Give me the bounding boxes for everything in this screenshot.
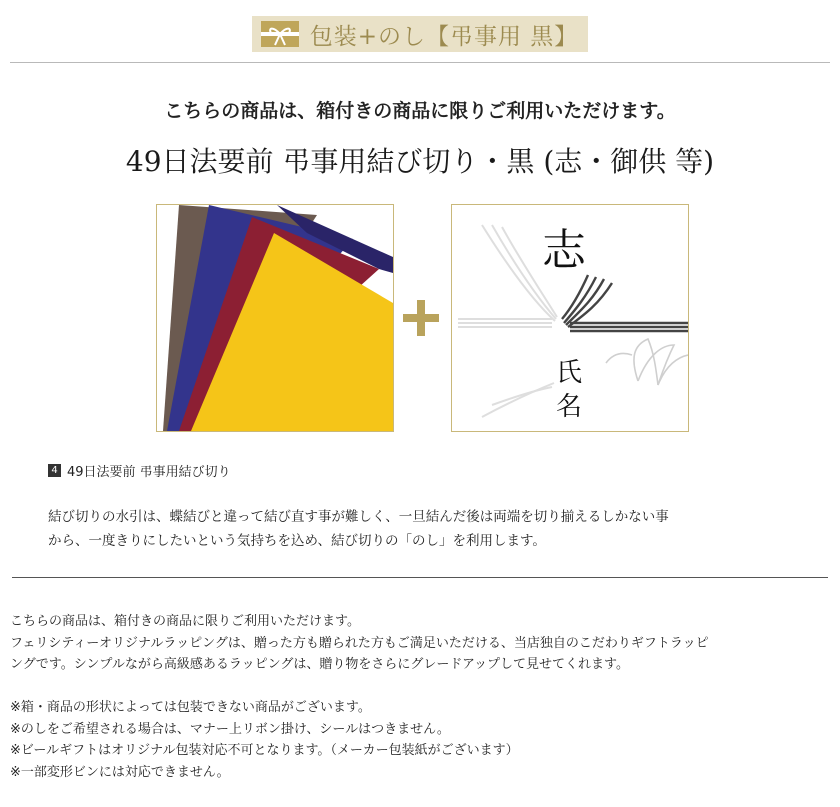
- description-line: 結び切りの水引は、蝶結びと違って結び直す事が難しく、一旦結んだ後は両端を切り揃えるしかない事: [48, 509, 669, 525]
- page-title: 49日法要前 弔事用結び切り・黒 (志・御供 等): [125, 145, 715, 178]
- noshi-paper: [452, 205, 688, 431]
- description: [48, 505, 808, 553]
- wrapping-paper-image: [156, 204, 394, 432]
- header-title: 包装+のし【弔事用 黒】: [309, 23, 579, 50]
- section-divider: [12, 577, 828, 578]
- note-line: ※ビールギフトはオリジナル包装対応不可となります。（メーカー包装紙がございます）: [10, 743, 519, 758]
- header-divider: [10, 62, 830, 63]
- note-line: ※箱・商品の形状によっては包装できない商品がございます。: [10, 700, 371, 715]
- image-caption: [48, 461, 231, 480]
- info-spacer: [10, 676, 832, 698]
- gift-icon: [260, 20, 300, 48]
- header-badge: [252, 16, 589, 52]
- note-line: ※のしをご希望される場合は、マナー上リボン掛け、シールはつきません。: [10, 721, 450, 737]
- caption-number-badge: 4: [48, 464, 61, 477]
- info-line: ングです。シンプルながら高級感あるラッピングは、贈り物をさらにグレードアップして見せてくれます。: [10, 657, 629, 672]
- wrapping-paper-swatches: [157, 205, 393, 431]
- plus-icon: [403, 300, 439, 336]
- noshi-paper-image: [451, 204, 689, 432]
- notice-text: こちらの商品は、箱付きの商品に限りご利用いただけます。: [164, 100, 676, 122]
- noshi-top-char: 志: [542, 225, 586, 276]
- info-line: フェリシティーオリジナルラッピングは、贈った方も贈られた方もご満足いただける、当店独自のこだわりギフトラッピ: [10, 635, 709, 651]
- description-line: から、一度きりにしたいという気持ちを込め、結び切りの「のし」を利用します。: [48, 533, 546, 549]
- info-block: [10, 611, 832, 783]
- info-line: こちらの商品は、箱付きの商品に限りご利用いただけます。: [10, 614, 360, 629]
- noshi-name-char-2: 名: [556, 392, 583, 422]
- caption-text: 49日法要前 弔事用結び切り: [67, 465, 231, 480]
- note-line: ※一部変形ビンには対応できません。: [10, 764, 230, 780]
- noshi-name-char-1: 氏: [556, 358, 583, 388]
- section-header: [0, 12, 840, 56]
